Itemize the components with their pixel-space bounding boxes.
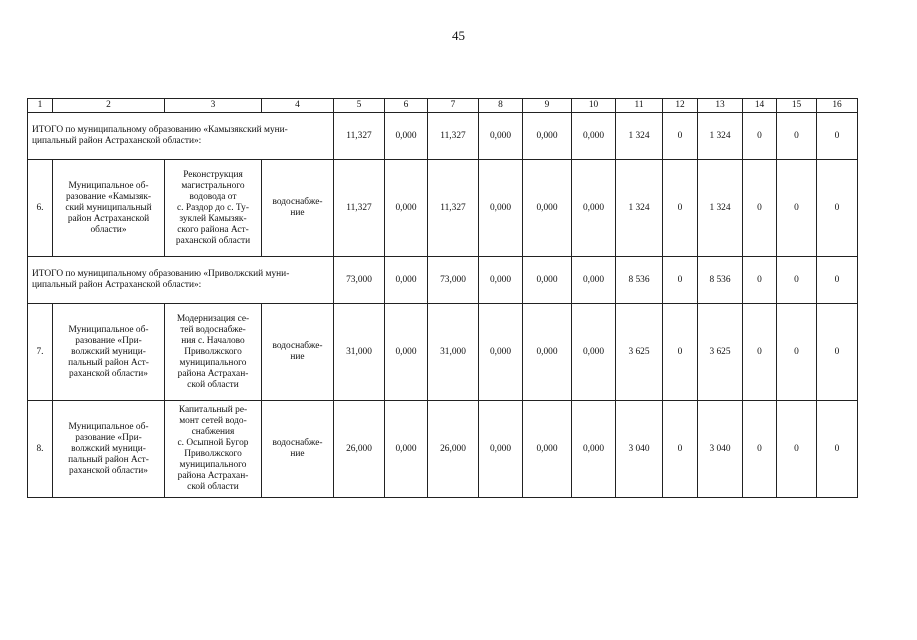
value-cell: 8 536 xyxy=(698,257,743,304)
value-cell: 0,000 xyxy=(572,304,616,401)
object-cell: Реконструкция магистрального водовода от с. Раздор до с. Ту- зуклей Камызяк- ского района Аст- раханской области xyxy=(165,160,262,257)
value-cell: 11,327 xyxy=(334,113,385,160)
header-cell: 12 xyxy=(663,99,698,113)
object-cell: Модернизация се- тей водоснабже- ния с. Началово Приволжского муниципального района Астрахан- ской области xyxy=(165,304,262,401)
value-cell: 0 xyxy=(817,113,858,160)
header-cell: 4 xyxy=(262,99,334,113)
value-cell: 0 xyxy=(743,257,777,304)
value-cell: 0 xyxy=(663,113,698,160)
header-cell: 11 xyxy=(616,99,663,113)
entity-cell: Муниципальное об- разование «Камызяк- ский муниципальный район Астраханской области» xyxy=(53,160,165,257)
header-cell: 1 xyxy=(28,99,53,113)
value-cell: 3 040 xyxy=(698,401,743,498)
value-cell: 1 324 xyxy=(698,160,743,257)
header-cell: 15 xyxy=(777,99,817,113)
value-cell: 0,000 xyxy=(572,113,616,160)
type-cell: водоснабже- ние xyxy=(262,401,334,498)
value-cell: 0,000 xyxy=(572,257,616,304)
value-cell: 0,000 xyxy=(385,160,428,257)
header-row xyxy=(28,99,858,113)
header-cell: 2 xyxy=(53,99,165,113)
value-cell: 0,000 xyxy=(479,113,523,160)
value-cell: 8 536 xyxy=(616,257,663,304)
row-number: 7. xyxy=(28,304,53,401)
value-cell: 0 xyxy=(663,401,698,498)
header-cell: 3 xyxy=(165,99,262,113)
value-cell: 31,000 xyxy=(428,304,479,401)
value-cell: 3 625 xyxy=(616,304,663,401)
header-cell: 6 xyxy=(385,99,428,113)
type-cell: водоснабже- ние xyxy=(262,160,334,257)
entity-cell: Муниципальное об- разование «При- волжский муници- пальный район Аст- раханской области» xyxy=(53,401,165,498)
value-cell: 0 xyxy=(777,304,817,401)
value-cell: 0,000 xyxy=(479,257,523,304)
value-cell: 0 xyxy=(663,257,698,304)
value-cell: 0 xyxy=(817,304,858,401)
value-cell: 11,327 xyxy=(428,113,479,160)
value-cell: 3 040 xyxy=(616,401,663,498)
value-cell: 11,327 xyxy=(428,160,479,257)
header-cell: 10 xyxy=(572,99,616,113)
value-cell: 0,000 xyxy=(523,257,572,304)
value-cell: 0,000 xyxy=(385,257,428,304)
value-cell: 0,000 xyxy=(385,401,428,498)
total-row xyxy=(28,113,858,160)
value-cell: 0 xyxy=(777,257,817,304)
value-cell: 0 xyxy=(743,401,777,498)
value-cell: 73,000 xyxy=(334,257,385,304)
value-cell: 11,327 xyxy=(334,160,385,257)
value-cell: 31,000 xyxy=(334,304,385,401)
value-cell: 0,000 xyxy=(523,160,572,257)
value-cell: 0 xyxy=(817,257,858,304)
value-cell: 0,000 xyxy=(572,160,616,257)
value-cell: 0 xyxy=(817,160,858,257)
page-number: 45 xyxy=(452,28,465,43)
object-cell: Капитальный ре- монт сетей водо- снабжения с. Осыпной Бугор Приволжского муниципального района Астрахан- ской области xyxy=(165,401,262,498)
header-cell: 5 xyxy=(334,99,385,113)
entity-cell: Муниципальное об- разование «При- волжский муници- пальный район Аст- раханской области» xyxy=(53,304,165,401)
header-cell: 9 xyxy=(523,99,572,113)
value-cell: 1 324 xyxy=(616,113,663,160)
value-cell: 0,000 xyxy=(385,304,428,401)
data-table xyxy=(27,98,858,498)
value-cell: 0 xyxy=(663,160,698,257)
value-cell: 0 xyxy=(777,401,817,498)
row-number: 6. xyxy=(28,160,53,257)
total-label: ИТОГО по муниципальному образованию «Камызякский муни- ципальный район Астраханской области»: xyxy=(28,113,334,160)
value-cell: 0,000 xyxy=(572,401,616,498)
value-cell: 0 xyxy=(777,113,817,160)
value-cell: 0 xyxy=(777,160,817,257)
header-cell: 13 xyxy=(698,99,743,113)
value-cell: 0,000 xyxy=(479,401,523,498)
value-cell: 0 xyxy=(663,304,698,401)
value-cell: 26,000 xyxy=(428,401,479,498)
value-cell: 0 xyxy=(743,304,777,401)
value-cell: 0 xyxy=(743,160,777,257)
value-cell: 0,000 xyxy=(479,304,523,401)
value-cell: 0,000 xyxy=(385,113,428,160)
value-cell: 0 xyxy=(817,401,858,498)
value-cell: 0 xyxy=(743,113,777,160)
row-number: 8. xyxy=(28,401,53,498)
value-cell: 1 324 xyxy=(698,113,743,160)
value-cell: 73,000 xyxy=(428,257,479,304)
total-row xyxy=(28,257,858,304)
header-cell: 16 xyxy=(817,99,858,113)
header-cell: 7 xyxy=(428,99,479,113)
table-row xyxy=(28,160,858,257)
value-cell: 1 324 xyxy=(616,160,663,257)
value-cell: 0,000 xyxy=(523,113,572,160)
value-cell: 0,000 xyxy=(479,160,523,257)
table-row xyxy=(28,304,858,401)
header-cell: 14 xyxy=(743,99,777,113)
value-cell: 26,000 xyxy=(334,401,385,498)
table-row xyxy=(28,401,858,498)
type-cell: водоснабже- ние xyxy=(262,304,334,401)
value-cell: 3 625 xyxy=(698,304,743,401)
value-cell: 0,000 xyxy=(523,304,572,401)
value-cell: 0,000 xyxy=(523,401,572,498)
total-label: ИТОГО по муниципальному образованию «Приволжский муни- ципальный район Астраханской области»: xyxy=(28,257,334,304)
header-cell: 8 xyxy=(479,99,523,113)
